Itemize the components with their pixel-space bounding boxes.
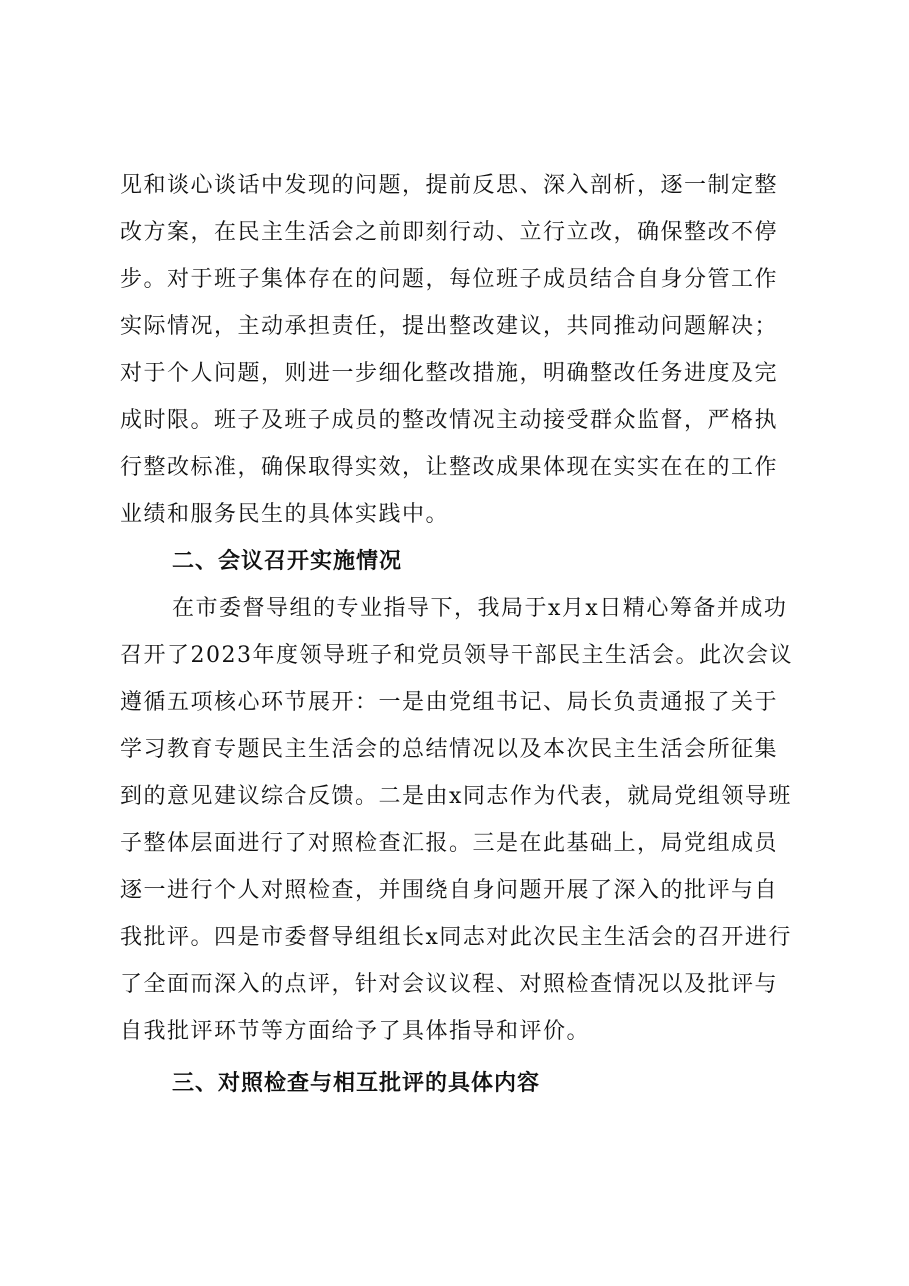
text-line: 步。对于班子集体存在的问题，每位班子成员结合自身分管工作 — [120, 267, 779, 292]
text-line: 改方案，在民主生活会之前即刻行动、立行立改，确保整改不停 — [120, 220, 779, 245]
text-line: 遵循五项核心环节展开：一是由党组书记、局长负责通报了关于 — [120, 690, 779, 715]
text-line: 学习教育专题民主生活会的总结情况以及本次民主生活会所征集 — [120, 737, 779, 762]
text-line: 逐一进行个人对照检查，并围绕自身问题开展了深入的批评与自 — [120, 878, 779, 903]
paragraph-rectification — [120, 162, 810, 538]
text-line: 自我批评环节等方面给予了具体指导和评价。 — [120, 1019, 591, 1044]
text-line: 实际情况，主动承担责任，提出整改建议，共同推动问题解决； — [120, 314, 779, 339]
text-line: 子整体层面进行了对照检查汇报。三是在此基础上，局党组成员 — [120, 831, 779, 856]
text-line: 在市委督导组的专业指导下，我局于x月x日精心筹备并成功 — [172, 596, 788, 621]
text-line: 到的意见建议综合反馈。二是由x同志作为代表，就局党组领导班 — [120, 784, 792, 809]
text-line: 对于个人问题，则进一步细化整改措施，明确整改任务进度及完 — [120, 361, 779, 386]
text-line: 成时限。班子及班子成员的整改情况主动接受群众监督，严格执 — [120, 408, 779, 433]
section-heading-meeting: 二、会议召开实施情况 — [172, 549, 403, 574]
text-line: 行整改标准，确保取得实效，让整改成果体现在实实在在的工作 — [120, 455, 779, 480]
text-line: 业绩和服务民生的具体实践中。 — [120, 502, 450, 527]
paragraph-meeting — [120, 585, 810, 1055]
text-line: 见和谈心谈话中发现的问题，提前反思、深入剖析，逐一制定整 — [120, 173, 779, 198]
text-line: 我批评。四是市委督导组组长x同志对此次民主生活会的召开进行 — [120, 925, 792, 950]
text-line: 了全面而深入的点评，针对会议议程、对照检查情况以及批评与 — [120, 972, 779, 997]
section-heading-criticism: 三、对照检查与相互批评的具体内容 — [172, 1071, 541, 1096]
text-line: 召开了2023年度领导班子和党员领导干部民主生活会。此次会议 — [120, 643, 793, 668]
document-body — [120, 162, 810, 1107]
